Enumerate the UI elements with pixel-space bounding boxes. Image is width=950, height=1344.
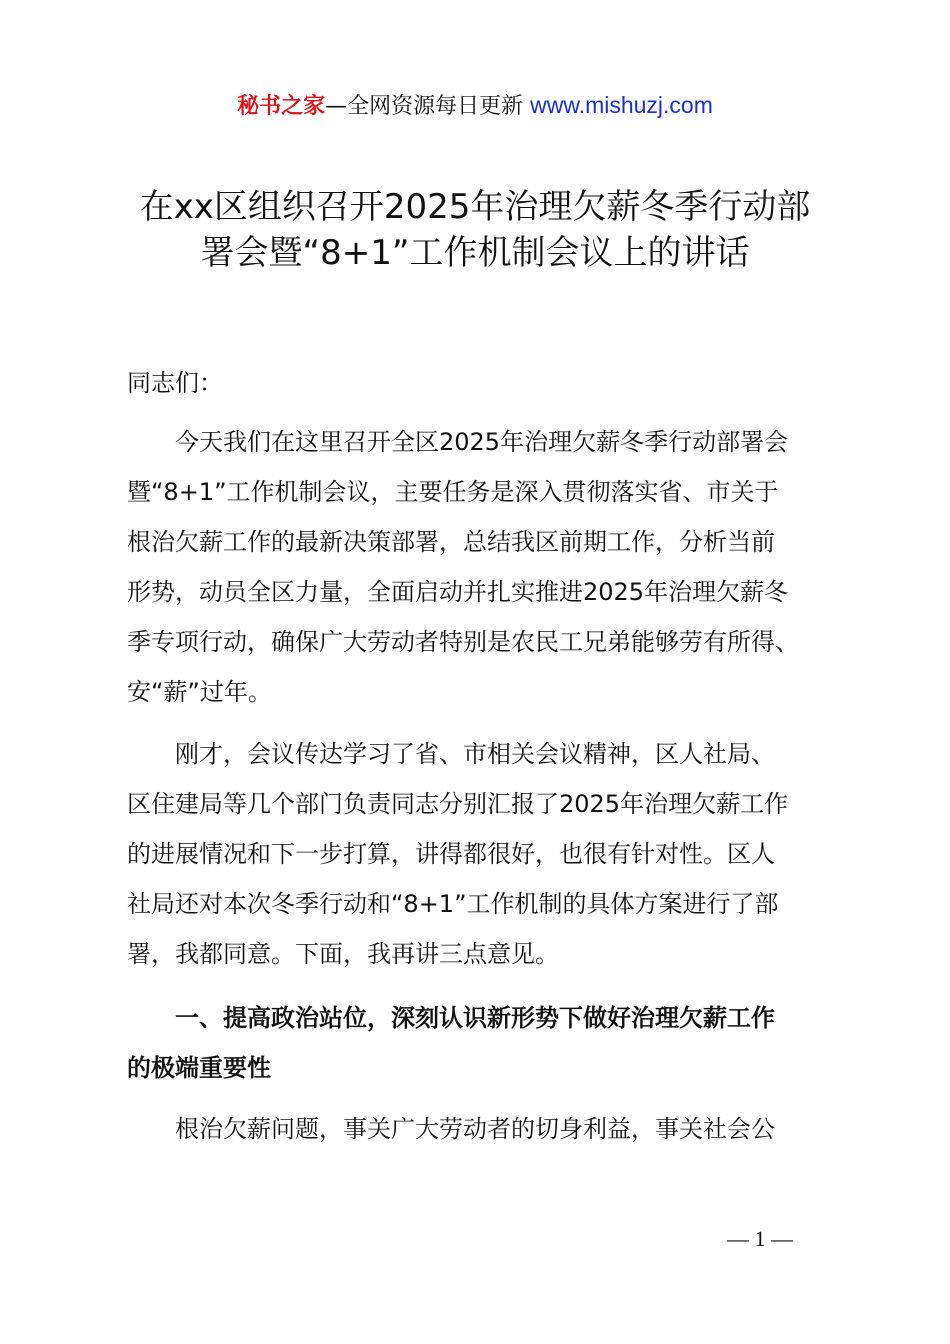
paragraph-line: 刚才，会议传达学习了省、市相关会议精神，区人社局、 <box>127 740 775 768</box>
section-heading <box>127 993 847 1093</box>
paragraph-line: 的进展情况和下一步打算，讲得都很好，也很有针对性。区人 <box>127 840 775 868</box>
page-number: — 1 — <box>727 1226 793 1251</box>
paragraph-line: 根治欠薪工作的最新决策部署，总结我区前期工作，分析当前 <box>127 528 775 556</box>
paragraph-opening <box>127 417 847 717</box>
banner-url[interactable]: www.mishuzj.com <box>530 92 713 118</box>
paragraph-line: 根治欠薪问题，事关广大劳动者的切身利益，事关社会公 <box>127 1115 775 1143</box>
salutation: 同志们： <box>127 369 223 397</box>
paragraph-line: 安“薪”过年。 <box>127 678 272 706</box>
paragraph-line: 今天我们在这里召开全区2025年治理欠薪冬季行动部署会 <box>127 428 789 456</box>
paragraph-line: 社局还对本次冬季行动和“8+1”工作机制的具体方案进行了部 <box>127 890 779 918</box>
paragraph-line: 署，我都同意。下面，我再讲三点意见。 <box>127 940 559 968</box>
brand-name: 秘书之家 <box>237 94 326 119</box>
site-banner <box>0 88 950 124</box>
heading-line: 的极端重要性 <box>127 1054 271 1082</box>
paragraph-section-body <box>127 1104 847 1154</box>
paragraph-line: 季专项行动，确保广大劳动者特别是农民工兄弟能够劳有所得、 <box>127 628 799 656</box>
heading-line: 一、提高政治站位，深刻认识新形势下做好治理欠薪工作 <box>127 1004 775 1032</box>
paragraph-line: 形势，动员全区力量，全面启动并扎实推进2025年治理欠薪冬 <box>127 578 789 606</box>
paragraph-line: 暨“8+1”工作机制会议，主要任务是深入贯彻落实省、市关于 <box>127 478 779 506</box>
document-title <box>100 184 850 276</box>
paragraph-review <box>127 729 847 979</box>
paragraph-line: 区住建局等几个部门负责同志分别汇报了2025年治理欠薪工作 <box>127 790 789 818</box>
banner-tagline: —全网资源每日更新 <box>325 94 531 119</box>
title-line-1: 在xx区组织召开2025年治理欠薪冬季行动部 <box>139 187 811 227</box>
title-line-2: 署会暨“8+1”工作机制会议上的讲话 <box>200 233 750 273</box>
